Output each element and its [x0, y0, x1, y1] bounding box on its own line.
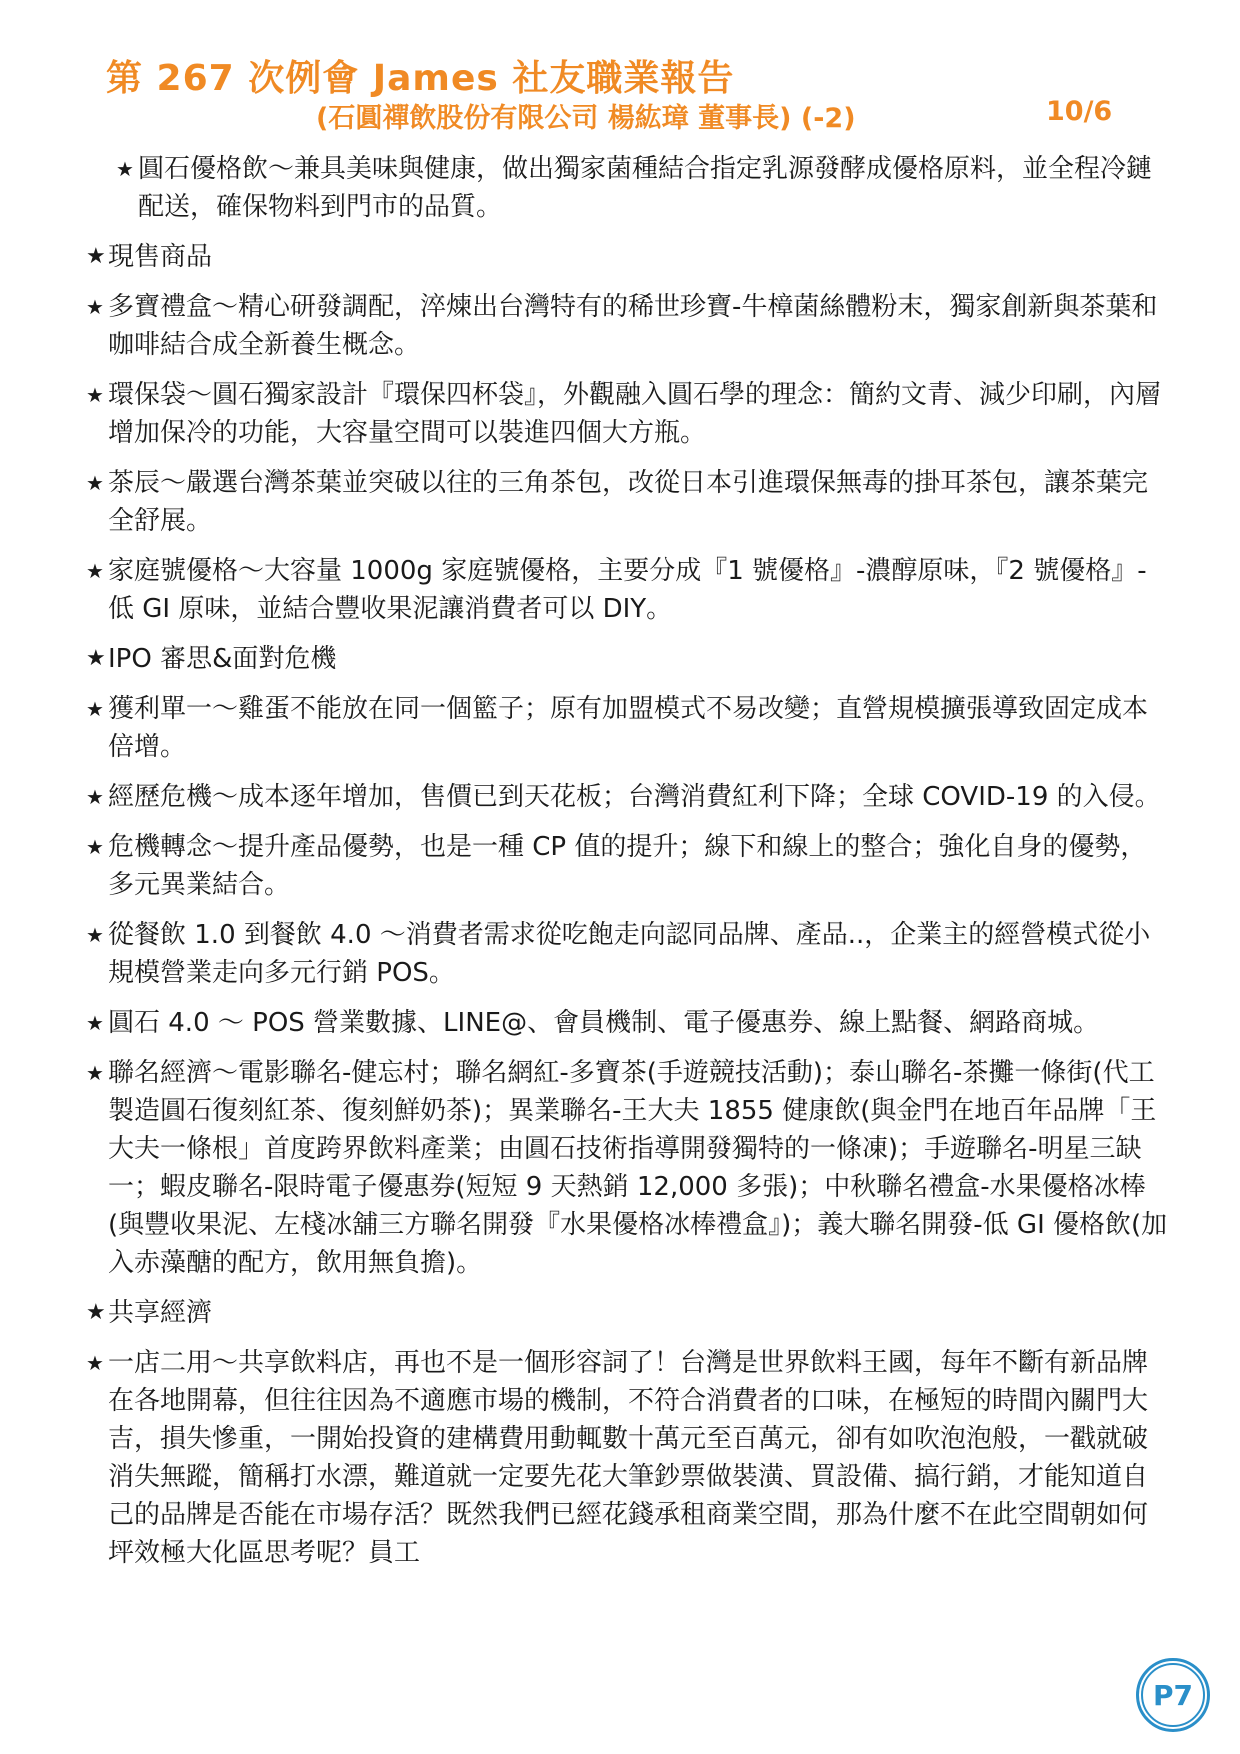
- paragraph-text: 聯名經濟～電影聯名-健忘村；聯名網紅-多寶茶(手遊競技活動)；泰山聯名-茶攤一條街(代工製造圓石復刻紅茶、復刻鮮奶茶)；異業聯名-王大夫 1855 健康飲(與金門在地百年品牌「王大夫一條根」首度跨界飲料產業；由圓石技術指導開發獨特的一條凍)；手遊聯名-明星三缺一；蝦皮聯名-限時電子優惠券(短短 9 天熱銷 12,000 多張)；中秋聯名禮盒-水果優格冰棒(與豐收果泥、左棧冰舖三方聯名開發『水果優格冰棒禮盒』)；義大聯名開發-低 GI 優格飲(加入赤藻醣的配方，飲用無負擔)。: [108, 1058, 1168, 1278]
- paragraph-text: 茶辰～嚴選台灣茶葉並突破以往的三角茶包，改從日本引進環保無毒的掛耳茶包，讓茶葉完全舒展。: [108, 468, 1149, 536]
- paragraph-crisis: [86, 778, 1168, 816]
- paragraph-gift-box: [86, 288, 1168, 364]
- paragraph-crisis-turn: [86, 828, 1168, 904]
- paragraph-text: 經歷危機～成本逐年增加，售價已到天花板；台灣消費紅利下降；全球 COVID-19 的入侵。: [108, 782, 1161, 812]
- star-bullet-icon: ★: [86, 923, 104, 947]
- star-bullet-icon: ★: [86, 835, 104, 859]
- company-line: (石圓禪飲股份有限公司 楊紘璋 董事長) (-2): [316, 103, 856, 134]
- star-bullet-icon: ★: [86, 1061, 104, 1085]
- star-bullet-icon: ★: [86, 1351, 104, 1375]
- section-heading-ipo: [86, 640, 1168, 678]
- star-bullet-icon: ★: [86, 785, 104, 809]
- paragraph-text: 多寶禮盒～精心研發調配，淬煉出台灣特有的稀世珍寶-牛樟菌絲體粉末，獨家創新與茶葉和咖啡結合成全新養生概念。: [108, 292, 1158, 360]
- star-bullet-icon: ★: [86, 244, 106, 269]
- star-bullet-icon: ★: [86, 471, 104, 495]
- page-number-badge: [1136, 1658, 1210, 1732]
- paragraph-tea: [86, 464, 1168, 540]
- star-bullet-icon: ★: [86, 295, 104, 319]
- star-bullet-icon: ★: [116, 157, 134, 181]
- paragraph-text: 危機轉念～提升產品優勢，也是一種 CP 值的提升；線下和線上的整合；強化自身的優勢，多元異業結合。: [108, 832, 1147, 900]
- page-number: P7: [1141, 1663, 1205, 1727]
- heading-text: IPO 審思&面對危機: [108, 644, 337, 674]
- report-subtitle: [316, 96, 1113, 135]
- star-bullet-icon: ★: [86, 559, 104, 583]
- star-bullet-icon: ★: [86, 1300, 106, 1325]
- paragraph-co-branding: [86, 1054, 1168, 1282]
- star-bullet-icon: ★: [86, 646, 106, 671]
- paragraph-family-yogurt: [86, 552, 1168, 628]
- paragraph-yuanshi-4: [86, 1004, 1168, 1042]
- paragraph-text: 獲利單一～雞蛋不能放在同一個籃子；原有加盟模式不易改變；直營規模擴張導致固定成本倍增。: [108, 694, 1149, 762]
- paragraph-text: 圓石 4.0 ～ POS 營業數據、LINE@、會員機制、電子優惠券、線上點餐、網路商城。: [108, 1008, 1100, 1038]
- paragraph-text: 環保袋～圓石獨家設計『環保四杯袋』，外觀融入圓石學的理念：簡約文青、減少印刷，內層增加保冷的功能，大容量空間可以裝進四個大方瓶。: [108, 380, 1162, 448]
- heading-text: 現售商品: [108, 242, 213, 272]
- heading-text: 共享經濟: [108, 1298, 213, 1328]
- report-body: [86, 150, 1168, 1584]
- report-title: 第 267 次例會 James 社友職業報告: [106, 58, 735, 99]
- paragraph-yogurt-drink: [86, 150, 1168, 226]
- star-bullet-icon: ★: [86, 1011, 104, 1035]
- paragraph-text: 圓石優格飲～兼具美味與健康，做出獨家菌種結合指定乳源發酵成優格原料，並全程冷鏈配送，確保物料到門市的品質。: [138, 154, 1153, 222]
- paragraph-text: 從餐飲 1.0 到餐飲 4.0 ～消費者需求從吃飽走向認同品牌、產品..，企業主的經營模式從小規模營業走向多元行銷 POS。: [108, 920, 1151, 988]
- paragraph-shared-store: [86, 1344, 1168, 1572]
- star-bullet-icon: ★: [86, 697, 104, 721]
- paragraph-dining-4: [86, 916, 1168, 992]
- section-heading-products: [86, 238, 1168, 276]
- paragraph-text: 一店二用～共享飲料店，再也不是一個形容詞了！台灣是世界飲料王國，每年不斷有新品牌在各地開幕，但往往因為不適應市場的機制，不符合消費者的口味，在極短的時間內關門大吉，損失慘重，一開始投資的建構費用動輒數十萬元至百萬元，卻有如吹泡泡般，一戳就破消失無蹤，簡稱打水漂，難道就一定要先花大筆鈔票做裝潢、買設備、搞行銷，才能知道自己的品牌是否能在市場存活？既然我們已經花錢承租商業空間，那為什麼不在此空間朝如何坪效極大化區思考呢？員工: [108, 1348, 1149, 1568]
- paragraph-single-profit: [86, 690, 1168, 766]
- paragraph-eco-bag: [86, 376, 1168, 452]
- section-heading-sharing-economy: [86, 1294, 1168, 1332]
- paragraph-text: 家庭號優格～大容量 1000g 家庭號優格，主要分成『1 號優格』-濃醇原味，『2 號優格』-低 GI 原味，並結合豐收果泥讓消費者可以 DIY。: [108, 556, 1147, 624]
- report-date: 10/6: [1046, 96, 1113, 127]
- star-bullet-icon: ★: [86, 383, 104, 407]
